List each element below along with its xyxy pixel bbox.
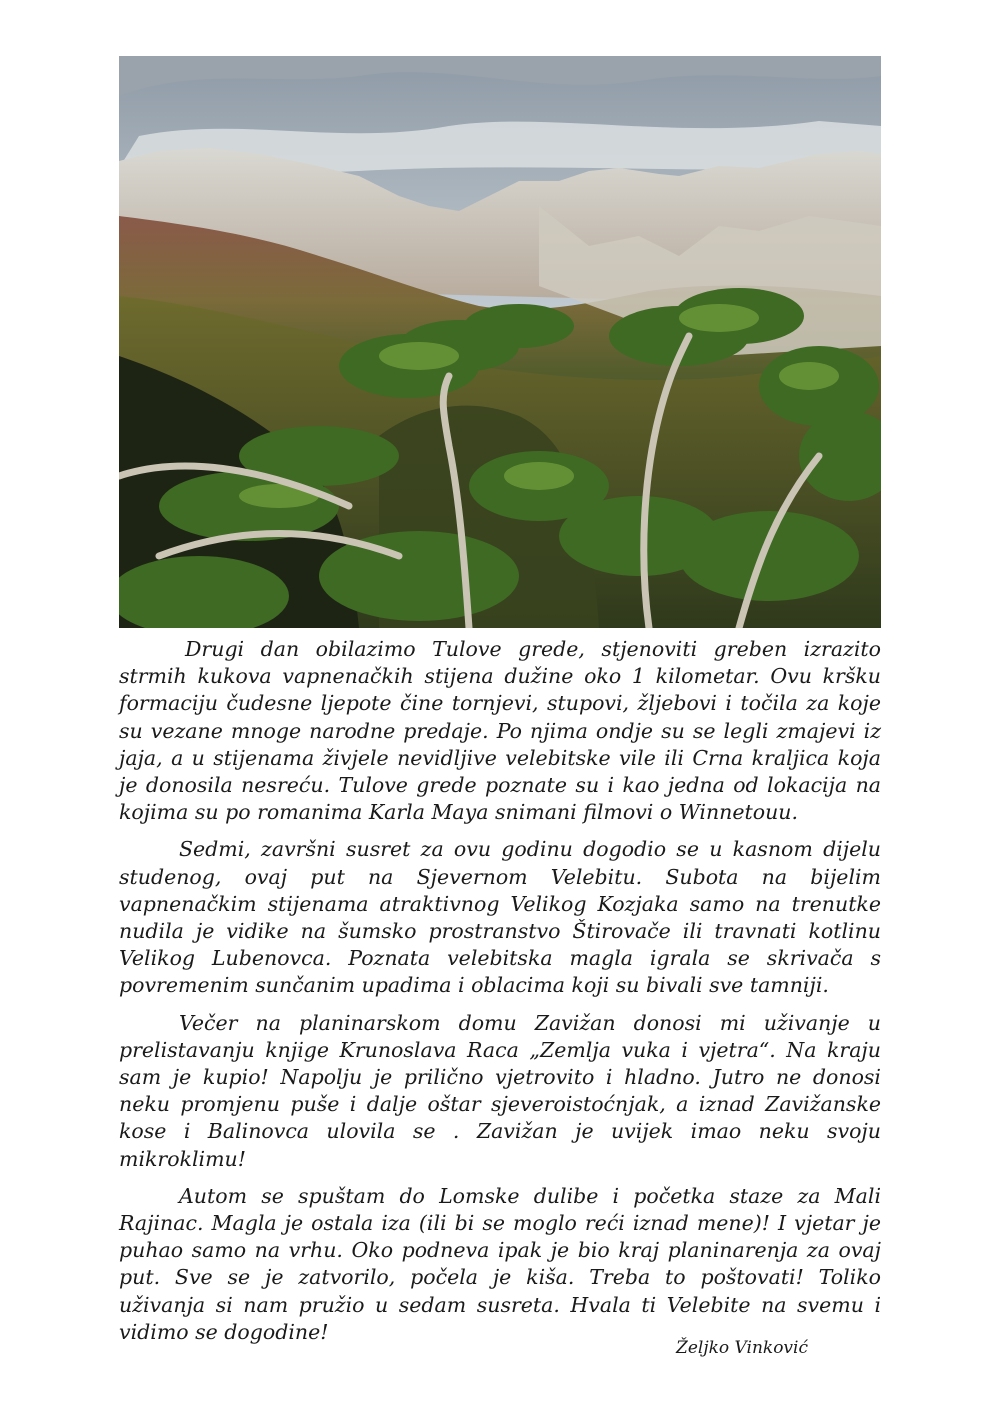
article-paragraph: Večer na planinarskom domu Zavižan donosi mi uživanje u prelistavanju knjige Krunoslava Raca „Zemlja vuka i vjetra“. Na kraju sam je kupio! Napolju je prilično vjetrovito i hladno. Jutro ne donosi neku promjenu puše i dalje oštar sjeveroistoćnjak, a iznad Zavižanske kose i Balinovca ulovila se . Zavižan je uvijek imao neku svoju mikroklimu! (119, 1010, 881, 1171)
article-paragraph: Autom se spuštam do Lomske dulibe i početka staze za Mali Rajinac. Magla je ostala iza (ili bi se moglo reći iznad mene)! I vjetar je puhao samo na vrhu. Oko podneva ipak je bio kraj planinarenja za ovaj put. Sve se je zatvorilo, počela je kiša. Treba to poštovati! Toliko uživanja si nam pružio u sedam susreta. Hvala ti Velebite na svemu i vidimo se dogodine! (119, 1183, 881, 1344)
article-paragraph: Drugi dan obilazimo Tulove grede, stjenoviti greben izrazito strmih kukova vapnenačkih stijena dužine oko 1 kilometar. Ovu kršku formaciju čudesne ljepote čine tornjevi, stupovi, žljebovi i točila za koje su vezane mnoge narodne predaje. Po njima ondje su se legli zmajevi iz jaja, a u stijenama živjele nevidljive velebitske vile ili Crna kraljica koja je donosila nesreću. Tulove grede poznate su i kao jedna od lokacija na kojima su po romanima Karla Maya snimani filmovi o Winnetouu. (119, 637, 881, 825)
author-signature: Željko Vinković (676, 1338, 808, 1358)
article-body (119, 636, 881, 1356)
photo-illustration (119, 56, 881, 628)
mountain-landscape-photo (119, 56, 881, 628)
article-paragraph: Sedmi, završni susret za ovu godinu dogodio se u kasnom dijelu studenog, ovaj put na Sjevernom Velebitu. Subota na bijelim vapnenačkim stijenama atraktivnog Velikog Kozjaka samo na trenutke nudila je vidike na šumsko prostranstvo Štirovače ili travnati kotlinu Velikog Lubenovca. Poznata velebitska magla igrala se skrivača s povremenim sunčanim upadima i oblacima koji su bivali sve tamniji. (119, 837, 881, 998)
